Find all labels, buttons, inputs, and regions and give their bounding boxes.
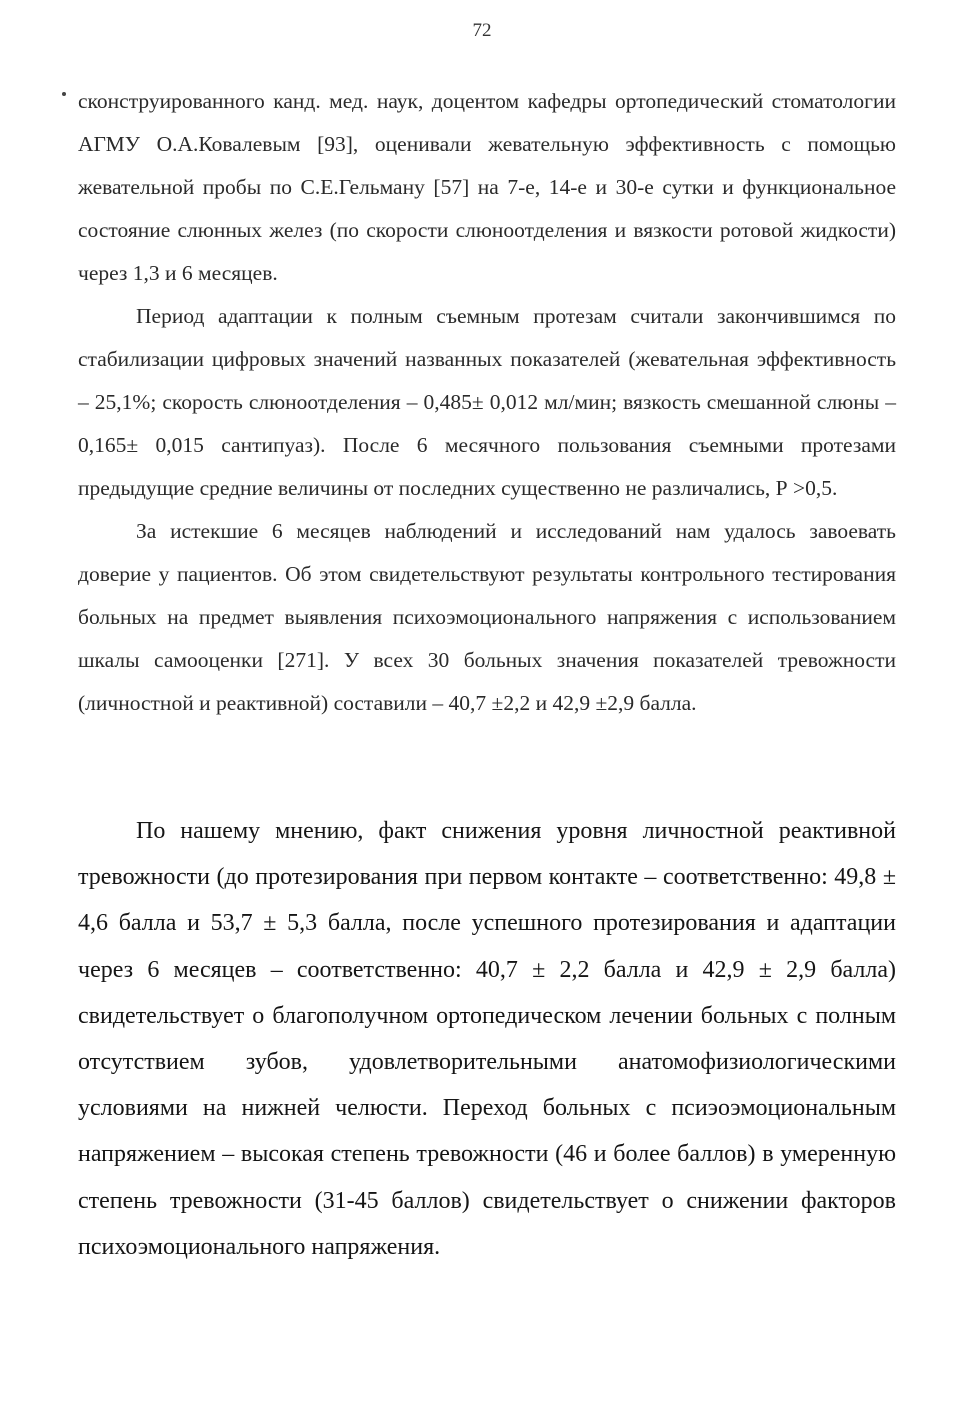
paragraph-adaptation-period: Период адаптации к полным съемным протезам считали закончившимся по стабилизации цифровых значений названных показателей (жевательная эффективность – 25,1%; скорость слюноотделения – 0,485± 0,012 мл/мин; вязкость смешанной слюны – 0,165± 0,015 сантипуаз). После 6 месячного пользования съемными протезами предыдущие средние величины от последних существенно не различались, Р >0,5. — [78, 304, 896, 500]
page-number: 72 — [472, 20, 492, 41]
paragraph-conclusion: По нашему мнению, факт снижения уровня личностной реактивной тревожности (до протезирования при первом контакте – соответственно: 49,8 ± 4,6 балла и 53,7 ± 5,3 балла, после успешного протезирования и адаптации через 6 месяцев – соответственно: 40,7 ± 2,2 балла и 42,9 ± 2,9 балла) свидетельствует о благополучном ортопедическом лечении больных с полным отсутствием зубов, удовлетворительными анатомофизиологическими условиями на нижней челюсти. Переход больных с псиэоэмоциональным напряжением – высокая степень тревожности (46 и более баллов) в умеренную степень тревожности (31-45 баллов) свидетельствует о снижении факторов психоэмоционального напряжения. — [78, 818, 896, 1260]
paragraph-six-months-results: За истекшие 6 месяцев наблюдений и исследований нам удалось завоевать доверие у пациентов. Об этом свидетельствуют результаты контрольного тестирования больных на предмет выявления психоэмоционального напряжения с использованием шкалы самооценки [271]. У всех 30 больных значения показателей тревожности (личностной и реактивной) составили – 40,7 ±2,2 и 42,9 ±2,9 балла. — [78, 519, 896, 715]
body-text-section-2 — [78, 808, 896, 1270]
body-text-section-1 — [78, 80, 896, 725]
margin-dot-mark — [62, 92, 66, 96]
paragraph-continued: сконструированного канд. мед. наук, доцентом кафедры ортопедический стоматологии АГМУ О.А.Ковалевым [93], оценивали жевательную эффективность с помощью жевательной пробы по С.Е.Гельману [57] на 7-е, 14-е и 30-е сутки и функциональное состояние слюнных желез (по скорости слюноотделения и вязкости ротовой жидкости) через 1,3 и 6 месяцев. — [78, 89, 896, 285]
